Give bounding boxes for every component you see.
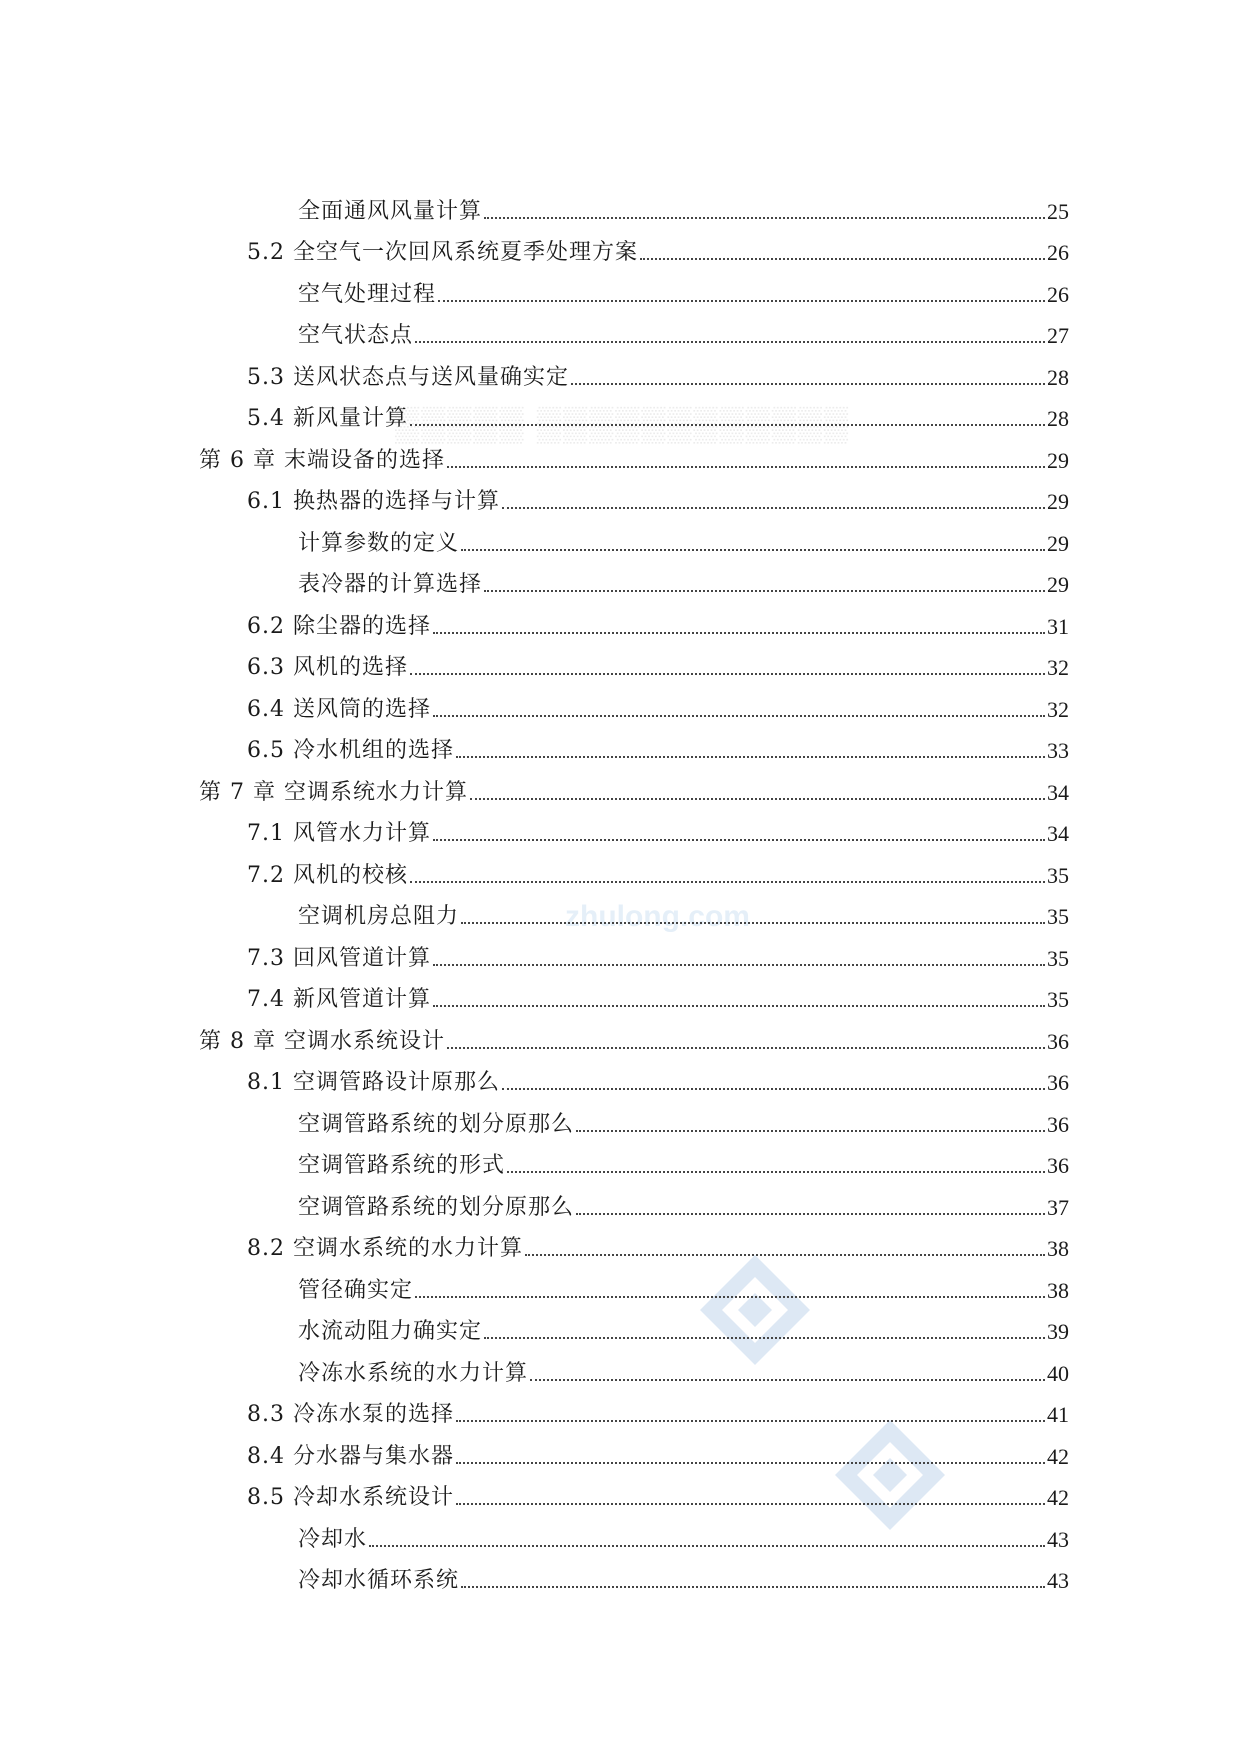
toc-entry[interactable]	[199, 1470, 1069, 1512]
toc-entry-title: 表冷器的计算选择	[298, 572, 483, 597]
toc-entry-title: 7.2 风机的校核	[247, 862, 408, 888]
toc-entry-title: 6.2 除尘器的选择	[247, 613, 431, 639]
toc-entry-title: 8.4 分水器与集水器	[247, 1443, 454, 1469]
toc-dot-leader	[433, 964, 1045, 966]
toc-entry[interactable]	[199, 515, 1069, 557]
toc-entry[interactable]	[199, 889, 1069, 931]
toc-page-number: 43	[1047, 1568, 1069, 1593]
toc-entry[interactable]	[199, 349, 1069, 391]
toc-entry-title: 5.4 新风量计算	[247, 406, 408, 431]
toc-entry[interactable]	[199, 1179, 1069, 1221]
toc-page-number: 42	[1047, 1485, 1069, 1510]
toc-entry[interactable]	[199, 681, 1069, 723]
toc-dot-leader	[640, 258, 1045, 260]
toc-page-number: 36	[1047, 1111, 1069, 1137]
toc-page-number: 32	[1047, 655, 1069, 680]
toc-entry-title: 5.2 全空气一次回风系统夏季处理方案	[247, 240, 638, 265]
toc-entry-title: 第 6 章 末端设备的选择	[199, 447, 445, 473]
toc-dot-leader	[507, 1171, 1045, 1173]
toc-dot-leader	[484, 1337, 1045, 1339]
toc-page-number: 32	[1047, 696, 1069, 722]
toc-entry-title: 管径确实定	[298, 1277, 414, 1303]
toc-dot-leader	[576, 1213, 1045, 1215]
toc-entry-title: 空气处理过程	[298, 281, 437, 307]
toc-entry-title: 6.3 风机的选择	[247, 655, 408, 680]
toc-entry[interactable]	[199, 1221, 1069, 1263]
toc-dot-leader	[456, 756, 1045, 758]
toc-page-number: 42	[1047, 1443, 1069, 1469]
watermark-text: zhulong.com	[565, 900, 750, 933]
toc-entry-title: 5.3 送风状态点与送风量确实定	[247, 364, 569, 390]
toc-dot-leader	[484, 590, 1045, 592]
toc-page-number: 29	[1047, 530, 1069, 556]
toc-dot-leader	[447, 466, 1045, 468]
toc-dot-leader	[433, 1005, 1045, 1007]
toc-page-number: 27	[1047, 323, 1069, 348]
toc-entry[interactable]	[199, 930, 1069, 972]
toc-page-number: 39	[1047, 1319, 1069, 1344]
toc-entry-title: 全面通风风量计算	[298, 198, 483, 224]
toc-entry-title: 空调机房总阻力	[298, 904, 460, 929]
toc-dot-leader	[447, 1047, 1045, 1049]
toc-entry[interactable]	[199, 474, 1069, 516]
toc-dot-leader	[530, 1379, 1045, 1381]
toc-entry[interactable]	[199, 1345, 1069, 1387]
toc-entry-title: 空调管路系统的形式	[298, 1153, 506, 1178]
toc-entry[interactable]	[199, 183, 1069, 225]
toc-page-number: 25	[1047, 198, 1069, 224]
toc-entry[interactable]	[199, 1262, 1069, 1304]
toc-dot-leader	[433, 715, 1045, 717]
toc-dot-leader	[410, 881, 1045, 883]
toc-dot-leader	[415, 1296, 1045, 1298]
toc-entry[interactable]	[199, 1013, 1069, 1055]
toc-dot-leader	[525, 1254, 1045, 1256]
toc-dot-leader	[456, 1462, 1045, 1464]
toc-entry[interactable]	[199, 308, 1069, 350]
toc-page-number: 35	[1047, 904, 1069, 929]
toc-page-number: 36	[1047, 1070, 1069, 1095]
toc-entry-title: 计算参数的定义	[298, 530, 460, 556]
toc-page-number: 28	[1047, 406, 1069, 431]
toc-entry[interactable]	[199, 1304, 1069, 1346]
toc-page-number: 29	[1047, 572, 1069, 597]
toc-entry[interactable]	[199, 972, 1069, 1014]
toc-entry-title: 水流动阻力确实定	[298, 1319, 483, 1344]
toc-page-number: 36	[1047, 1028, 1069, 1054]
toc-dot-leader	[433, 632, 1045, 634]
toc-entry[interactable]	[199, 764, 1069, 806]
toc-dot-leader	[461, 922, 1045, 924]
toc-page-number: 35	[1047, 987, 1069, 1012]
table-of-contents	[199, 183, 1069, 1594]
toc-entry-title: 8.5 冷却水系统设计	[247, 1485, 454, 1510]
toc-entry-title: 冷却水循环系统	[298, 1568, 460, 1593]
toc-entry-title: 7.3 回风管道计算	[247, 945, 431, 971]
toc-page-number: 40	[1047, 1360, 1069, 1386]
toc-entry[interactable]	[199, 225, 1069, 267]
toc-entry-title: 8.1 空调管路设计原那么	[247, 1070, 500, 1095]
toc-entry[interactable]	[199, 557, 1069, 599]
toc-page-number: 28	[1047, 364, 1069, 390]
toc-dot-leader	[484, 217, 1045, 219]
toc-dot-leader	[470, 798, 1045, 800]
toc-page-number: 34	[1047, 821, 1069, 846]
toc-page-number: 37	[1047, 1194, 1069, 1220]
toc-dot-leader	[576, 1130, 1045, 1132]
toc-dot-leader	[456, 1503, 1045, 1505]
toc-entry[interactable]	[199, 266, 1069, 308]
toc-entry-title: 6.1 换热器的选择与计算	[247, 489, 500, 514]
toc-entry[interactable]	[199, 806, 1069, 848]
toc-entry-title: 冷却水	[298, 1526, 368, 1552]
toc-entry-title: 第 7 章 空调系统水力计算	[199, 779, 468, 805]
toc-entry-title: 6.5 冷水机组的选择	[247, 738, 454, 763]
toc-page-number: 35	[1047, 945, 1069, 971]
toc-entry-title: 8.2 空调水系统的水力计算	[247, 1236, 523, 1261]
toc-dot-leader	[433, 839, 1045, 841]
toc-entry-title: 6.4 送风筒的选择	[247, 696, 431, 722]
toc-dot-leader	[410, 673, 1045, 675]
toc-entry-title: 冷冻水系统的水力计算	[298, 1360, 529, 1386]
toc-entry[interactable]	[199, 1387, 1069, 1429]
toc-entry-title: 8.3 冷冻水泵的选择	[247, 1402, 454, 1427]
toc-page-number: 29	[1047, 489, 1069, 514]
watermark-banner: ▒▒▒▒▒ ▒▒▒▒▒▒▒▒▒▒▒▒	[395, 405, 850, 443]
toc-dot-leader	[571, 383, 1045, 385]
toc-entry[interactable]	[199, 1096, 1069, 1138]
toc-dot-leader	[461, 1586, 1045, 1588]
toc-page-number: 36	[1047, 1153, 1069, 1178]
toc-entry-title: 7.4 新风管道计算	[247, 987, 431, 1012]
toc-entry[interactable]	[199, 1055, 1069, 1097]
toc-dot-leader	[502, 1088, 1045, 1090]
toc-dot-leader	[369, 1545, 1045, 1547]
toc-page-number: 38	[1047, 1236, 1069, 1261]
toc-page-number: 41	[1047, 1402, 1069, 1427]
toc-page-number: 31	[1047, 613, 1069, 639]
toc-entry[interactable]	[199, 598, 1069, 640]
toc-page-number: 29	[1047, 447, 1069, 473]
toc-entry[interactable]	[199, 1511, 1069, 1553]
toc-entry[interactable]	[199, 1138, 1069, 1180]
toc-entry[interactable]	[199, 391, 1069, 433]
toc-dot-leader	[502, 507, 1045, 509]
toc-entry[interactable]	[199, 640, 1069, 682]
toc-entry[interactable]	[199, 1428, 1069, 1470]
toc-entry-title: 7.1 风管水力计算	[247, 821, 431, 846]
toc-page-number: 33	[1047, 738, 1069, 763]
toc-page-number: 35	[1047, 862, 1069, 888]
toc-entry[interactable]	[199, 847, 1069, 889]
toc-page-number: 38	[1047, 1277, 1069, 1303]
toc-entry-title: 空调管路系统的划分原那么	[298, 1194, 575, 1220]
toc-dot-leader	[461, 549, 1045, 551]
toc-dot-leader	[438, 300, 1045, 302]
toc-dot-leader	[415, 341, 1045, 343]
toc-entry[interactable]	[199, 1553, 1069, 1595]
toc-page-number: 26	[1047, 281, 1069, 307]
toc-entry-title: 第 8 章 空调水系统设计	[199, 1028, 445, 1054]
toc-entry[interactable]	[199, 723, 1069, 765]
toc-dot-leader	[410, 424, 1045, 426]
toc-page-number: 43	[1047, 1526, 1069, 1552]
toc-entry-title: 空气状态点	[298, 323, 414, 348]
toc-entry-title: 空调管路系统的划分原那么	[298, 1111, 575, 1137]
toc-page-number: 26	[1047, 240, 1069, 265]
toc-page-number: 34	[1047, 779, 1069, 805]
toc-entry[interactable]	[199, 432, 1069, 474]
toc-dot-leader	[456, 1420, 1045, 1422]
